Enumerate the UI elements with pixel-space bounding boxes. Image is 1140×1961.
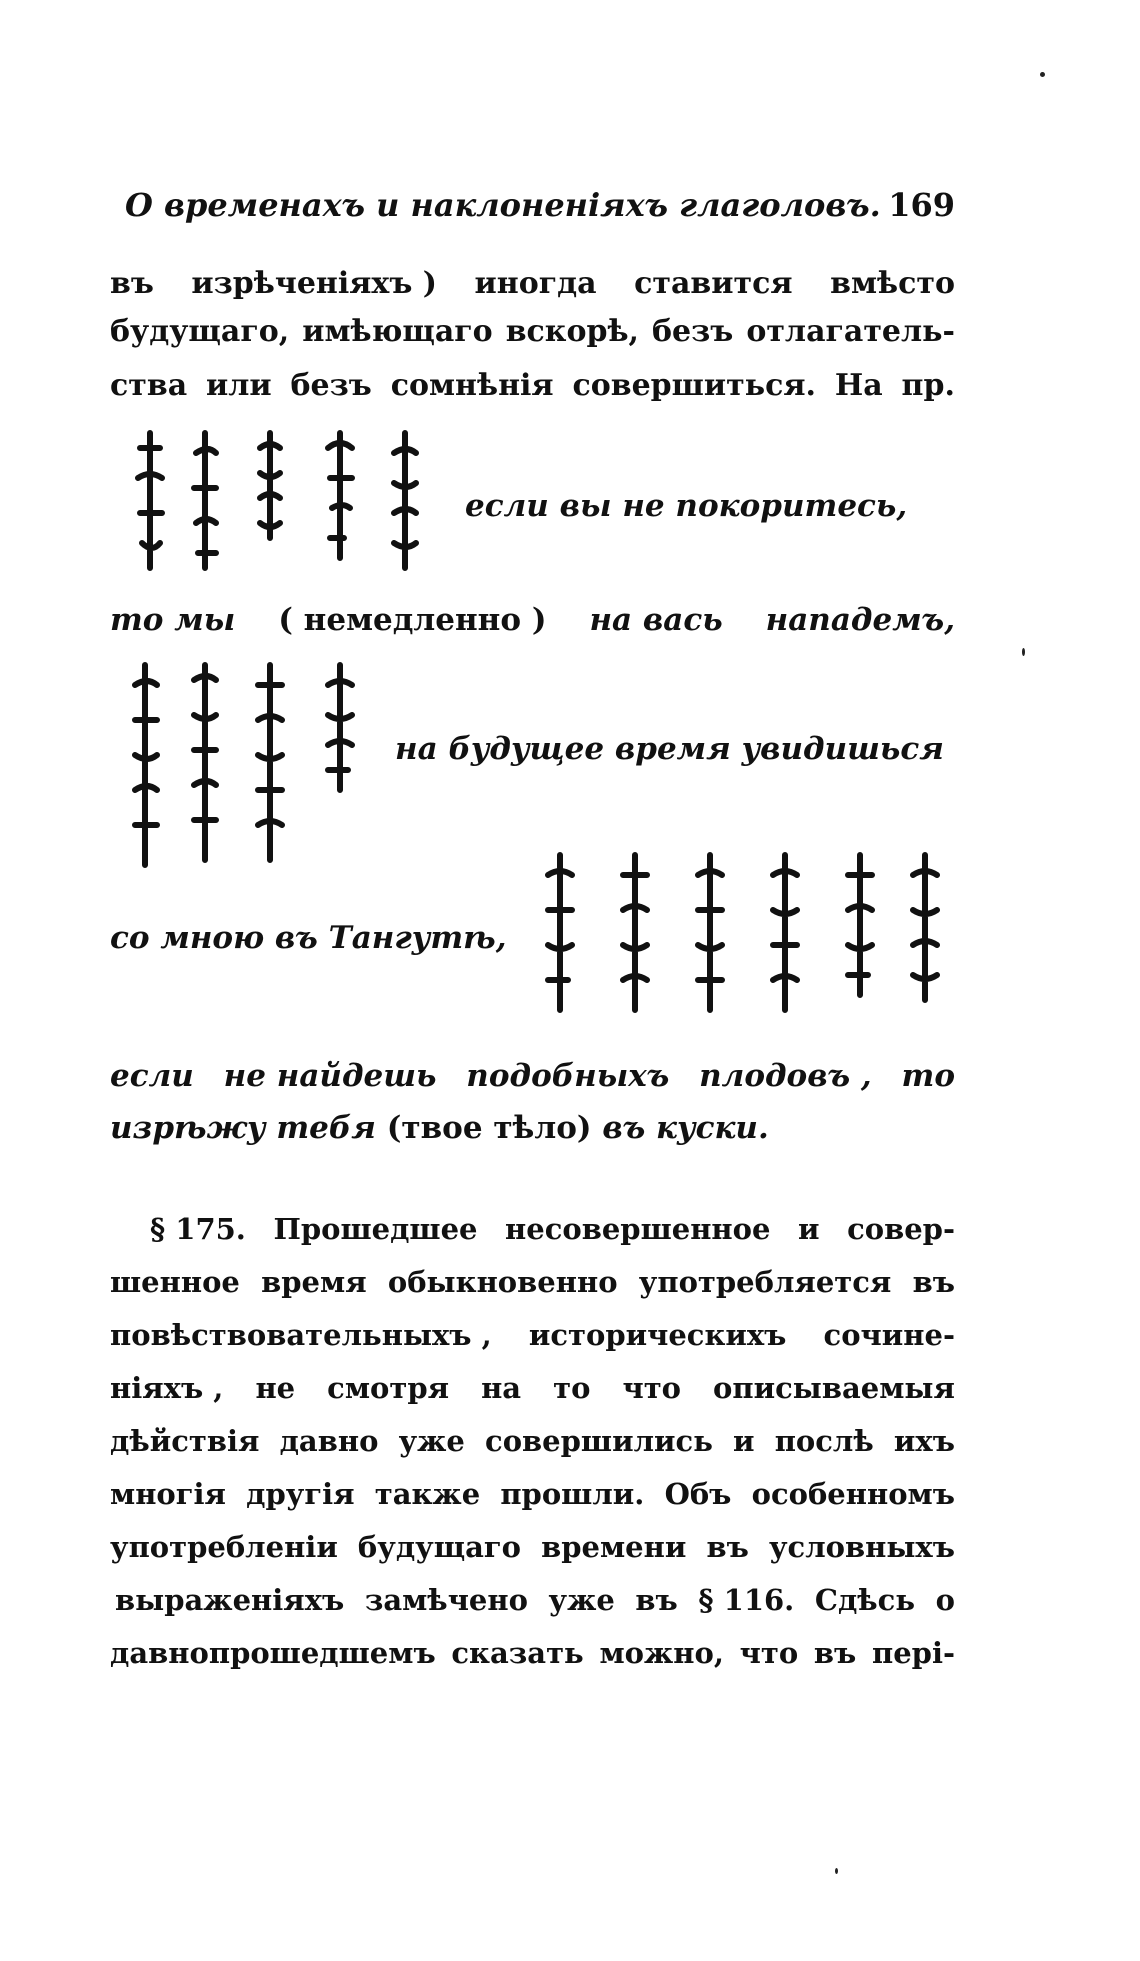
word: вскорѣ, — [505, 314, 639, 349]
word: совершиться. — [572, 368, 816, 403]
text-line — [110, 368, 955, 403]
word: что — [739, 1636, 799, 1670]
word: будущаго, — [110, 314, 290, 349]
word: иногда — [474, 266, 597, 301]
word: смотря — [327, 1371, 450, 1405]
word: употребленіи — [110, 1530, 338, 1564]
word: ніяхъ , — [110, 1371, 224, 1405]
word: пері- — [871, 1636, 955, 1670]
word: § 116. — [698, 1583, 795, 1617]
word: описываемыя — [713, 1371, 955, 1405]
word: шенное — [110, 1265, 240, 1299]
text-line — [110, 1636, 955, 1670]
word: не найдешь — [223, 1058, 437, 1094]
word: обыкновенно — [387, 1265, 618, 1299]
word: также — [374, 1477, 481, 1511]
example-3-translation-line-1 — [110, 1058, 955, 1094]
word: прошли. — [500, 1477, 645, 1511]
word: пр. — [901, 368, 955, 403]
word: въ — [912, 1265, 955, 1299]
word: или — [206, 368, 272, 403]
word: отлагатель- — [746, 314, 955, 349]
word: будущаго — [357, 1530, 522, 1564]
phrase: нападемъ, — [765, 602, 955, 638]
word: времени — [541, 1530, 687, 1564]
word: имѣющаго — [302, 314, 493, 349]
mongolian-script-example-2 — [130, 660, 380, 875]
word: ства — [110, 368, 188, 403]
text-line — [110, 314, 955, 349]
word: совер- — [847, 1212, 955, 1246]
word: сказать — [451, 1636, 584, 1670]
word: ставится — [634, 266, 793, 301]
parenthetical: (твое тѣло) — [386, 1110, 592, 1146]
word: условныхъ — [768, 1530, 955, 1564]
word: плодовъ , — [699, 1058, 872, 1094]
scan-speck — [835, 1868, 838, 1874]
word: повѣствовательныхъ , — [110, 1318, 492, 1352]
text-line — [150, 1212, 955, 1246]
word: послѣ — [774, 1424, 874, 1458]
word: не — [255, 1371, 296, 1405]
example-3-translation-line-2 — [110, 1110, 769, 1146]
example-2-translation: на будущее время увидишься — [395, 731, 944, 767]
mongolian-script-example-1 — [130, 428, 450, 578]
word: подобныхъ — [466, 1058, 670, 1094]
word: употребляется — [638, 1265, 892, 1299]
mongolian-script-drawing — [130, 428, 450, 578]
mongolian-script-example-3 — [540, 850, 940, 1020]
word: вмѣсто — [830, 266, 955, 301]
word: то — [901, 1058, 955, 1094]
word: ихъ — [893, 1424, 955, 1458]
word: въ — [635, 1583, 678, 1617]
scan-speck — [1022, 648, 1025, 656]
header-title: О временахъ и наклоненіяхъ глаголовъ. — [125, 186, 881, 224]
word: что — [622, 1371, 682, 1405]
word: особенномъ — [751, 1477, 955, 1511]
text-line — [110, 1371, 955, 1405]
word: выраженіяхъ — [115, 1583, 345, 1617]
word: Сдѣсь — [814, 1583, 916, 1617]
word: о — [935, 1583, 955, 1617]
word: изрѣченіяхъ ) — [191, 266, 437, 301]
text-line — [115, 1583, 955, 1617]
word: въ — [110, 266, 154, 301]
word: давнопрошедшемъ — [110, 1636, 436, 1670]
text-line — [110, 1477, 955, 1511]
scan-speck — [1040, 72, 1045, 77]
word: несовершенное — [505, 1212, 771, 1246]
text-line — [110, 1318, 955, 1352]
word: давно — [279, 1424, 379, 1458]
word: можно, — [599, 1636, 724, 1670]
word: если — [110, 1058, 194, 1094]
section-number: § 175. — [150, 1212, 246, 1246]
word: многія — [110, 1477, 226, 1511]
word: уже — [398, 1424, 465, 1458]
word: на — [481, 1371, 522, 1405]
word: сочине- — [823, 1318, 955, 1352]
text-line — [110, 266, 955, 301]
word: сомнѣнія — [390, 368, 554, 403]
page-number: 169 — [888, 186, 955, 224]
example-1-continuation — [110, 602, 955, 638]
word: въ — [813, 1636, 857, 1670]
text-line — [110, 1424, 955, 1458]
word: другія — [246, 1477, 355, 1511]
word: въ — [706, 1530, 749, 1564]
example-3-prefix: со мною въ Тангутѣ, — [110, 920, 507, 956]
phrase: въ куски. — [602, 1110, 769, 1146]
word: совершились — [485, 1424, 713, 1458]
word: безъ — [652, 314, 734, 349]
text-line — [110, 1530, 955, 1564]
word: безъ — [290, 368, 372, 403]
phrase: изрѣжу тебя — [110, 1110, 376, 1146]
word: то — [553, 1371, 591, 1405]
word: и — [798, 1212, 820, 1246]
word: и — [733, 1424, 755, 1458]
phrase: то мы — [110, 602, 236, 638]
phrase: на вась — [589, 602, 723, 638]
word: историческихъ — [528, 1318, 787, 1352]
word: На — [834, 368, 883, 403]
mongolian-script-drawing — [540, 850, 940, 1020]
word: дѣйствія — [110, 1424, 260, 1458]
word: замѣчено — [364, 1583, 528, 1617]
running-header — [125, 186, 955, 224]
word: Объ — [664, 1477, 732, 1511]
example-1-translation: если вы не покоритесь, — [465, 488, 908, 524]
parenthetical: ( немедленно ) — [278, 602, 547, 638]
word: уже — [548, 1583, 615, 1617]
mongolian-script-drawing — [130, 660, 380, 875]
word: время — [261, 1265, 367, 1299]
text-line — [110, 1265, 955, 1299]
word: Прошедшее — [273, 1212, 478, 1246]
